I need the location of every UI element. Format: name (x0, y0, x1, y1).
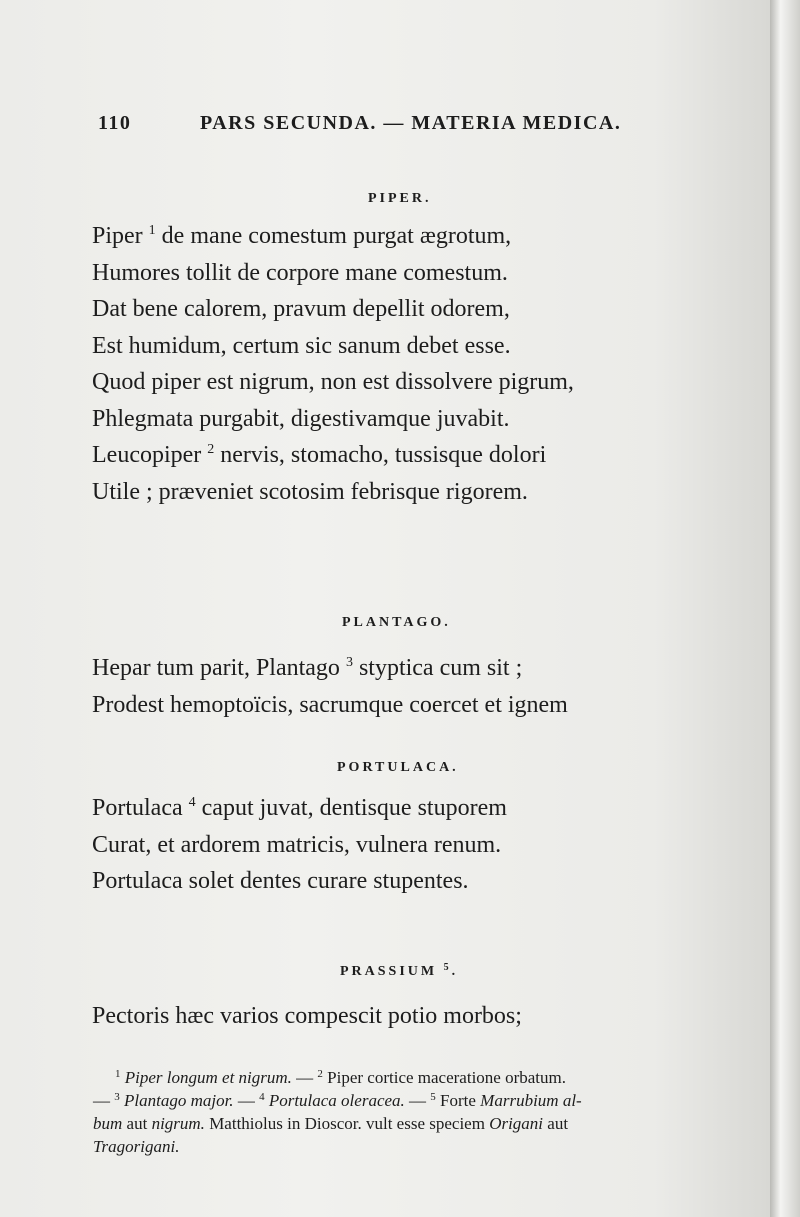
page-edge (770, 0, 800, 1217)
verse-line: Pectoris hæc varios compescit potio morbos; (92, 1003, 522, 1029)
section-title-prassium: PRASSIUM $^5$. (340, 962, 459, 979)
verse-line: Humores tollit de corpore mane comestum. (92, 259, 508, 286)
verse-line: Est humidum, certum sic sanum debet esse. (92, 332, 511, 359)
section-title-portulaca: PORTULACA. (337, 760, 459, 775)
running-title: PARS SECUNDA. — MATERIA MEDICA. (200, 112, 622, 134)
footnote-line: Tragorigani. (93, 1137, 180, 1156)
verse-line: Utile ; præveniet scotosim febrisque rigorem. (92, 478, 528, 505)
verse-piper (92, 218, 574, 510)
section-title-piper: PIPER. (368, 191, 432, 206)
footnotes (93, 1066, 705, 1158)
verse-line: Leucopiper $^2$ nervis, stomacho, tussisque dolori (92, 442, 547, 468)
verse-line: Portulaca solet dentes curare stupentes. (92, 868, 469, 894)
section-title-plantago: PLANTAGO. (342, 615, 451, 630)
footnote-line: bum aut nigrum. Matthiolus in Dioscor. vult esse speciem Origani aut (93, 1114, 569, 1133)
verse-line: Quod piper est nigrum, non est dissolvere pigrum, (92, 369, 574, 395)
verse-line: Piper $^1$ de mane comestum purgat ægrotum, (92, 223, 512, 249)
footnote-line: $^1$ Piper longum et nigrum. — $^2$ Piper cortice maceratione orbatum. (115, 1068, 566, 1087)
verse-plantago (92, 650, 568, 723)
page-number: 110 (98, 112, 132, 134)
footnote-line: — $^3$ Plantago major. — $^4$ Portulaca oleracea. — $^5$ Forte Marrubium al- (93, 1091, 582, 1110)
verse-line: Hepar tum parit, Plantago $^3$ styptica cum sit ; (92, 655, 523, 681)
verse-prassium (92, 998, 522, 1035)
verse-line: Dat bene calorem, pravum depellit odorem, (92, 296, 510, 322)
verse-portulaca (92, 790, 507, 900)
verse-line: Prodest hemoptoïcis, sacrumque coercet et ignem (92, 691, 568, 718)
verse-line: Curat, et ardorem matricis, vulnera renum. (92, 831, 502, 858)
verse-line: Portulaca $^4$ caput juvat, dentisque stuporem (92, 795, 507, 821)
verse-line: Phlegmata purgabit, digestivamque juvabit. (92, 405, 510, 432)
